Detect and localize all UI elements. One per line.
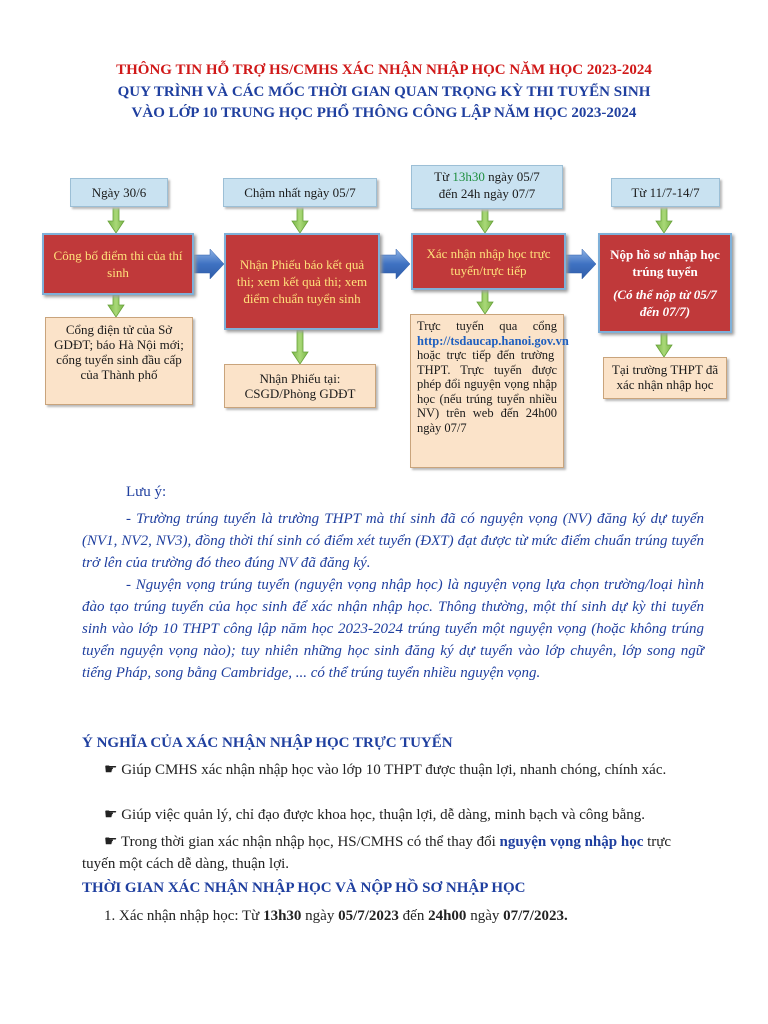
step1-detail [45, 317, 193, 405]
step4-action-note: (Có thể nộp từ 05/7 đến 07/7) [613, 287, 717, 319]
step3-date-line2: đến 24h ngày 07/7 [438, 186, 536, 201]
step1-action [42, 233, 194, 295]
timeline-item-1-date-start: 05/7/2023 [338, 908, 399, 924]
step3-detail-post: hoặc trực tiếp đến trường THPT. Trực tuyến được phép đổi nguyện vọng nhập học (nếu trúng tuyển nhiều NV) trên web đến 24h00 ngày 07/7 [417, 348, 557, 435]
step1-date: Ngày 30/6 [70, 178, 168, 207]
pointing-hand-icon: ☛ [104, 834, 118, 850]
step1-detail-text: Cổng điện tử của Sở GDĐT; báo Hà Nội mới; cổng tuyển sinh đầu cấp của Thành phố [54, 322, 184, 382]
step3-date-prefix: Từ [434, 169, 453, 184]
timeline-heading: THỜI GIAN XÁC NHẬN NHẬP HỌC VÀ NỘP HỒ SƠ NHẬP HỌC [82, 880, 526, 896]
tsdaucap-link[interactable]: http://tsdaucap.hanoi.gov.vn [417, 333, 569, 348]
note-label-colon: : [162, 484, 167, 500]
title-line-1: THÔNG TIN HỖ TRỢ HS/CMHS XÁC NHẬN NHẬP HỌC NĂM HỌC 2023-2024 [116, 62, 652, 78]
note-paragraph-2: - Nguyện vọng trúng tuyển (nguyện vọng nhập học) là nguyện vọng lựa chọn trường/loại hình đào tạo trúng tuyển của học sinh để xác nhận nhập học. Thông thường, một thí sinh dự kỳ thi tuyển sinh vào lớp 10 THPT công lập năm học 2023-2024 trúng tuyển một nguyện vọng (hoặc không trúng tuyển nguyện vọng nào); tuy nhiên những học sinh đăng ký dự tuyển vào lớp chuyên, lớp song ngữ tiếng Pháp, song bằng Cambridge, ... có thể trúng tuyển nhiều nguyện vọng. [82, 577, 704, 681]
step2-action [224, 233, 380, 330]
step2-detail [224, 364, 376, 408]
step2-detail-line1: Nhận Phiếu tại: [259, 371, 341, 386]
timeline-item-1-time-end: 24h00 [428, 908, 467, 924]
step3-date-time: 13h30 [452, 169, 485, 184]
step4-action-label: Nộp hồ sơ nhập học trúng tuyển [610, 247, 720, 279]
meaning-heading: Ý NGHĨA CỦA XÁC NHẬN NHẬP HỌC TRỰC TUYẾN [82, 735, 453, 751]
meaning-bullet-1-text: Giúp CMHS xác nhận nhập học vào lớp 10 THPT được thuận lợi, nhanh chóng, chính xác. [121, 762, 667, 778]
step4-detail-text: Tại trường THPT đã xác nhận nhập học [611, 362, 719, 392]
pointing-hand-icon: ☛ [104, 762, 118, 778]
title-line-3: VÀO LỚP 10 TRUNG HỌC PHỔ THÔNG CÔNG LẬP NĂM HỌC 2023-2024 [131, 105, 637, 121]
timeline-item-1 [104, 905, 704, 927]
meaning-bullet-3-bold: nguyện vọng nhập học [499, 834, 644, 850]
step1-action-label: Công bố điểm thi của thí sinh [53, 248, 183, 280]
step3-detail-pre: Trực tuyến qua cổng [417, 319, 557, 333]
note-label [126, 484, 166, 501]
step4-action [598, 233, 732, 333]
step2-detail-line2: CSGD/Phòng GDĐT [244, 386, 356, 401]
note-paragraph-1: - Trường trúng tuyển là trường THPT mà thí sinh đã có nguyện vọng (NV) đăng ký dự tuyển (NV1, NV2, NV3), đồng thời thí sinh có điểm xét tuyển (ĐXT) đạt được từ mức điểm chuẩn trúng tuyển trở lên của trường đó theo đúng NV đã đăng ký. [82, 511, 704, 571]
timeline-item-1-mid1: ngày [301, 908, 339, 924]
meaning-bullet-2-text: Giúp việc quản lý, chỉ đạo được khoa học, thuận lợi, dễ dàng, minh bạch và công bằng. [121, 807, 646, 823]
step2-date: Chậm nhất ngày 05/7 [223, 178, 377, 207]
timeline-item-1-mid2: đến [398, 908, 429, 924]
meaning-bullet-2 [82, 804, 704, 826]
timeline-item-1-date-end: 07/7/2023. [503, 908, 568, 924]
step3-action [411, 233, 566, 290]
step2-action-label: Nhận Phiếu báo kết quả thi; xem kết quả thi; xem điểm chuẩn tuyển sinh [236, 257, 368, 306]
step3-detail [410, 314, 569, 468]
meaning-bullet-3-pre: Trong thời gian xác nhận nhập học, HS/CMHS có thể thay đổi [120, 834, 500, 850]
timeline-item-1-pre: 1. Xác nhận nhập học: Từ [104, 908, 264, 924]
timeline-item-1-time-start: 13h30 [263, 908, 302, 924]
step3-action-label: Xác nhận nhập học trực tuyến/trực tiếp [426, 245, 551, 278]
meaning-bullet-1 [82, 759, 704, 781]
meaning-bullet-3-post: trực tuyến một cách dễ dàng, thuận lợi. [82, 834, 672, 872]
note-label-text: Lưu ý [126, 484, 163, 500]
step3-date-mid: ngày 05/7 [484, 169, 540, 184]
step3-date [411, 165, 563, 209]
meaning-bullet-3 [82, 831, 704, 875]
title-line-2: QUY TRÌNH VÀ CÁC MỐC THỜI GIAN QUAN TRỌNG KỲ THI TUYỂN SINH [117, 84, 651, 100]
pointing-hand-icon: ☛ [104, 807, 118, 823]
step4-date: Từ 11/7-14/7 [611, 178, 720, 207]
step4-detail [603, 357, 727, 399]
timeline-item-1-mid3: ngày [466, 908, 504, 924]
